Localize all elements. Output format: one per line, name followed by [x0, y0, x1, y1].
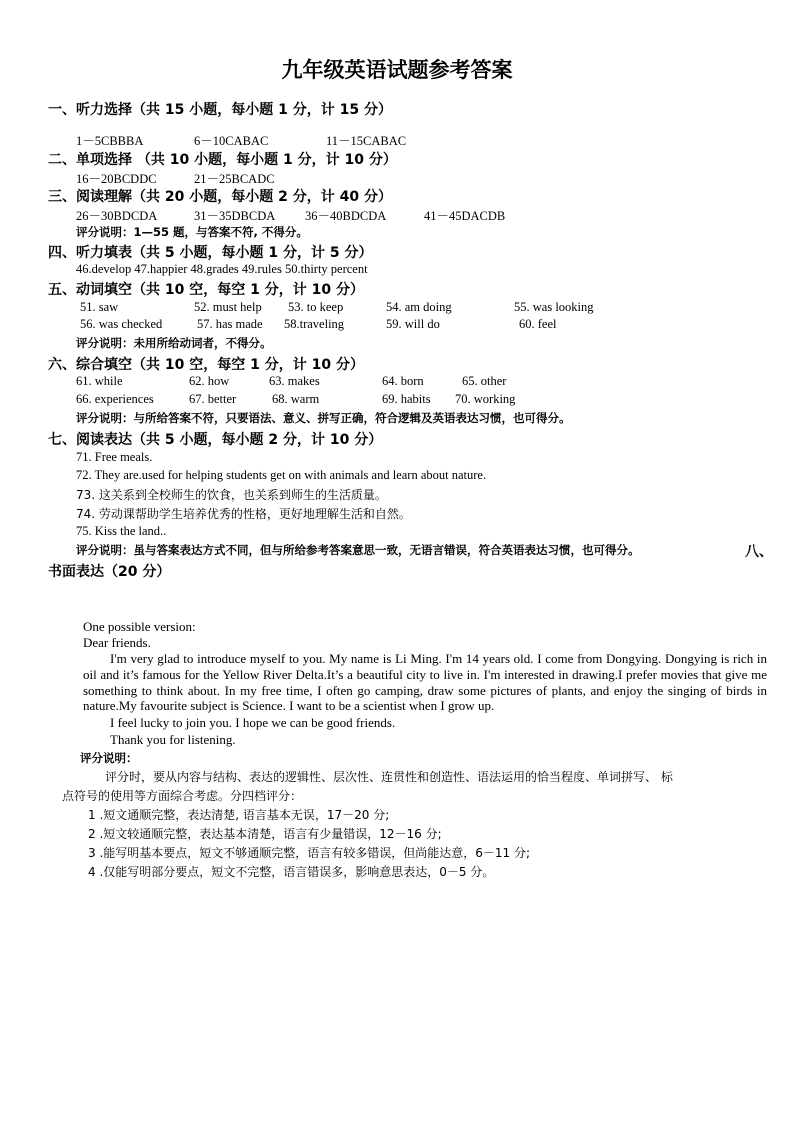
scoring-level: 1 .短文通顺完整，表达清楚, 语言基本无误，17－20 分;: [88, 808, 390, 822]
answer-item: 63. makes: [269, 374, 320, 388]
answer-item: 68. warm: [272, 392, 320, 406]
answer-item: 52. must help: [194, 300, 262, 314]
scoring-level: 2 .短文较通顺完整，表达基本清楚，语言有少量错误，12－16 分;: [88, 827, 442, 841]
essay-closing: Thank you for listening.: [110, 732, 236, 747]
answer-group: 41－45DACDB: [424, 209, 506, 223]
section-4-header: 四、听力填表（共 5 小题，每小题 1 分，计 5 分）: [48, 245, 373, 261]
scoring-text: 评分时，要从内容与结构、表达的逻辑性、层次性、连贯性和创造性、语法运用的恰当程度、单词拼写、 标: [105, 770, 673, 784]
scoring-label: 评分说明：: [80, 751, 138, 765]
answer-line: 75. Kiss the land..: [76, 524, 167, 538]
answer-item: 70. working: [455, 392, 516, 406]
scoring-level: 3 .能写明基本要点，短文不够通顺完整，语言有较多错误，但尚能达意，6－11 分;: [88, 846, 531, 860]
answer-item: 60. feel: [519, 317, 557, 331]
scoring-note: 评分说明：1—55 题，与答案不符, 不得分。: [76, 225, 308, 239]
answer-group: 26－30BDCDA: [76, 209, 158, 223]
section-5-header: 五、动词填空（共 10 空，每空 1 分，计 10 分）: [48, 282, 364, 298]
answer-item: 62. how: [189, 374, 230, 388]
answer-item: 66. experiences: [76, 392, 154, 406]
answer-item: 61. while: [76, 374, 123, 388]
answer-group: 16－20BCDDC: [76, 172, 157, 186]
answer-item: 54. am doing: [386, 300, 452, 314]
answer-item: 65. other: [462, 374, 507, 388]
answer-group: 11－15CABAC: [326, 134, 407, 148]
answer-line: 74. 劳动课帮助学生培养优秀的性格，更好地理解生活和自然。: [76, 507, 411, 521]
answer-item: 64. born: [382, 374, 424, 388]
answer-item: 51. saw: [80, 300, 119, 314]
essay-greeting: Dear friends.: [83, 635, 151, 650]
section-2-header: 二、单项选择 （共 10 小题，每小题 1 分，计 10 分）: [48, 152, 397, 168]
essay-intro: One possible version:: [83, 619, 196, 634]
answer-group: 6－10CABAC: [194, 134, 269, 148]
section-6-header: 六、综合填空（共 10 空，每空 1 分，计 10 分）: [48, 357, 364, 373]
answer-group: 31－35DBCDA: [194, 209, 276, 223]
scoring-note: 评分说明：虽与答案表达方式不同，但与所给参考答案意思一致，无语言错误，符合英语表达习惯，也可得分。: [76, 543, 640, 557]
scoring-note: 评分说明：未用所给动词者，不得分。: [76, 336, 272, 350]
answer-group: 21－25BCADC: [194, 172, 275, 186]
answer-group: 46.develop 47.happier 48.grades 49.rules 50.thirty percent: [76, 262, 368, 276]
answer-item: 55. was looking: [514, 300, 594, 314]
answer-group: 1－5CBBBA: [76, 134, 144, 148]
answer-item: 58.traveling: [284, 317, 345, 331]
answer-line: 71. Free meals.: [76, 450, 153, 464]
answer-item: 57. has made: [197, 317, 263, 331]
essay-paragraph: I'm very glad to introduce myself to you. My name is Li Ming. I'm 14 years old. I come from Dongying. Dongying is rich in oil and it’s famous for the Yellow River Delta.It’s a beautiful city to live in. I'm interested in drawing.I prefer movies that give me something to think about. In my free time, I often go camping, draw some pictures of plants, and enjoy the singing of birds in nature.My favourite subject is Science. I want to be a scientist when I grow up.: [83, 651, 767, 714]
answer-item: 53. to keep: [288, 300, 344, 314]
section-8-number: 八、: [745, 544, 773, 560]
essay-line: I feel lucky to join you. I hope we can be good friends.: [110, 715, 396, 730]
page-title: 九年级英语试题参考答案: [281, 58, 513, 82]
answer-group: 36－40BDCDA: [305, 209, 387, 223]
answer-item: 59. will do: [386, 317, 440, 331]
answer-item: 69. habits: [382, 392, 431, 406]
answer-line: 72. They are.used for helping students get on with animals and learn about nature.: [76, 468, 487, 482]
section-8-header: 书面表达（20 分）: [48, 564, 171, 580]
answer-item: 67. better: [189, 392, 237, 406]
section-1-header: 一、听力选择（共 15 小题，每小题 1 分，计 15 分）: [48, 102, 392, 118]
scoring-note: 评分说明：与所给答案不符，只要语法、意义、拼写正确，符合逻辑及英语表达习惯，也可得分。: [76, 411, 571, 425]
scoring-text: 点符号的使用等方面综合考虑。分四档评分：: [62, 789, 303, 803]
section-3-header: 三、阅读理解（共 20 小题，每小题 2 分，计 40 分）: [48, 189, 392, 205]
scoring-level: 4 .仅能写明部分要点，短文不完整，语言错误多，影响意思表达，0－5 分。: [88, 865, 495, 879]
section-7-header: 七、阅读表达（共 5 小题，每小题 2 分，计 10 分）: [48, 432, 383, 448]
answer-item: 56. was checked: [80, 317, 163, 331]
answer-line: 73. 这关系到全校师生的饮食，也关系到师生的生活质量。: [76, 488, 387, 502]
